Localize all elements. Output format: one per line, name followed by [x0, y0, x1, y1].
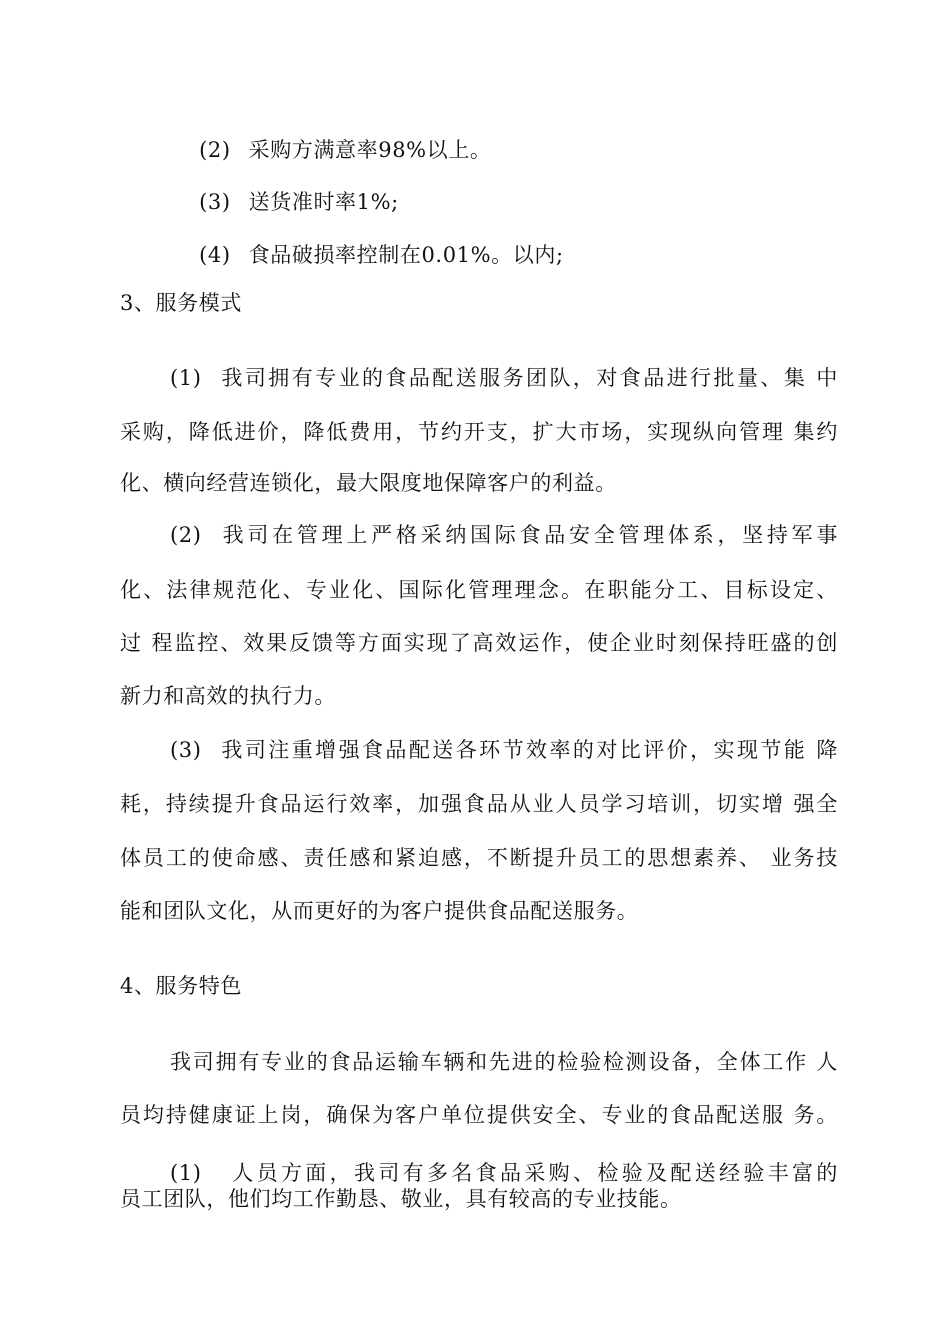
s4-p1-line-2: 员工团队，他们均工作勤恳、敬业，具有较高的专业技能。	[120, 1187, 682, 1211]
s3-p1-line-2: 采购，降低进价，降低费用，节约开支，扩大市场，实现纵向管理 集约	[120, 420, 838, 444]
s4-intro-line-2: 员均持健康证上岗，确保为客户单位提供安全、专业的食品配送服 务。	[120, 1103, 838, 1127]
item-4-text: 食品破损率控制在0.01%。以内;	[248, 243, 564, 267]
s3-p1-line-1	[170, 364, 838, 392]
section-3-heading: 3、服务模式	[120, 291, 242, 315]
s3-p2-line-4: 新力和高效的执行力。	[120, 684, 336, 708]
s4-p1-number: (1)	[170, 1161, 202, 1185]
s3-p2-number: (2)	[170, 523, 202, 547]
s3-p3-line-1	[170, 736, 838, 764]
s3-p3-line-3: 体员工的使命感、责任感和紧迫感，不断提升员工的思想素养、 业务技	[120, 846, 838, 870]
s3-p2-text-1: 我司在管理上严格采纳国际食品安全管理体系，坚持军事	[219, 523, 838, 547]
s3-p3-line-2: 耗，持续提升食品运行效率，加强食品从业人员学习培训，切实增 强全	[120, 792, 838, 816]
item-4	[170, 213, 564, 297]
s3-p1-text-1: 我司拥有专业的食品配送服务团队，对食品进行批量、集 中	[219, 366, 838, 390]
s3-p3-number: (3)	[170, 738, 202, 762]
item-3-number: (3)	[199, 190, 231, 214]
s3-p3-line-4: 能和团队文化，从而更好的为客户提供食品配送服务。	[120, 899, 639, 923]
item-4-number: (4)	[199, 243, 231, 267]
item-2-text: 采购方满意率98%以上。	[248, 138, 492, 162]
s4-intro-line-1: 我司拥有专业的食品运输车辆和先进的检验检测设备，全体工作 人	[170, 1050, 838, 1074]
s3-p2-line-3: 过 程监控、效果反馈等方面实现了高效运作，使企业时刻保持旺盛的创	[120, 631, 838, 655]
s4-p1-line-1	[170, 1159, 838, 1187]
s3-p2-line-1	[170, 521, 838, 549]
s3-p1-number: (1)	[170, 366, 202, 390]
s3-p1-line-3: 化、横向经营连锁化，最大限度地保障客户的利益。	[120, 471, 617, 495]
item-3-text: 送货准时率1%;	[248, 190, 399, 214]
item-2-number: (2)	[199, 138, 231, 162]
s3-p3-text-1: 我司注重增强食品配送各环节效率的对比评价，实现节能 降	[219, 738, 838, 762]
section-4-heading: 4、服务特色	[120, 974, 242, 998]
s4-p1-text-1: 人员方面，我司有多名食品采购、检验及配送经验丰富的	[229, 1161, 838, 1185]
s3-p2-line-2: 化、法律规范化、专业化、国际化管理理念。在职能分工、目标设定、	[120, 578, 838, 602]
